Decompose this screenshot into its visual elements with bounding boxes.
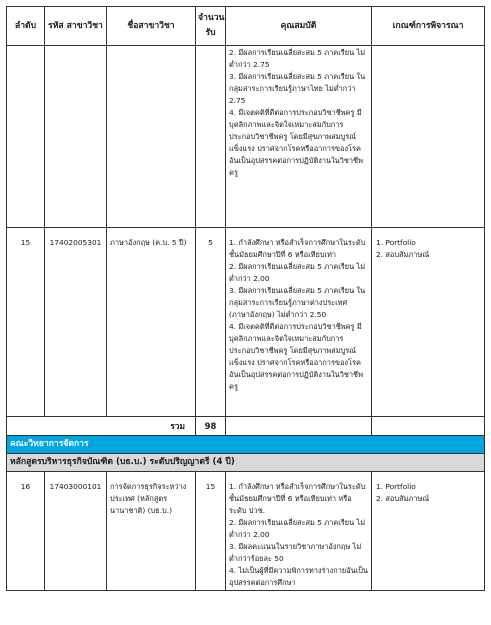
seat-count: 15 xyxy=(196,472,226,591)
header-qualifications: คุณสมบัติ xyxy=(226,7,372,46)
qualification-item: 2. มีผลการเรียนเฉลี่ยสะสม 5 ภาคเรียน ไม่ต่ำกว่า 2.75 xyxy=(229,48,366,69)
header-row xyxy=(7,7,485,46)
qualification-item: 2. มีผลการเรียนเฉลี่ยสะสม 5 ภาคเรียน ไม่ต่ำกว่า 2.00 xyxy=(229,262,366,283)
total-row xyxy=(7,417,485,436)
qualification-item: 3. มีผลการเรียนเฉลี่ยสะสม 5 ภาคเรียน ในกลุ่มสาระการเรียนรู้ภาษาต่างประเทศ (ภาษาอังกฤษ) ไม่ต่ำกว่า 2.50 xyxy=(229,286,366,319)
qualifications-cell xyxy=(226,228,372,417)
qualifications-cell xyxy=(226,46,372,228)
total-value: 98 xyxy=(196,417,226,436)
criteria-cell xyxy=(372,472,485,591)
qualification-item: 1. กำลังศึกษา หรือสำเร็จการศึกษาในระดับชั้นมัธยมศึกษาปีที่ 6 หรือเทียบเท่า หรือระดับ ปวช. xyxy=(229,482,366,515)
criteria-item: 1. Portfolio xyxy=(376,238,416,247)
table-row xyxy=(7,228,485,417)
criteria-item: 1. Portfolio xyxy=(376,482,416,491)
total-label: รวม xyxy=(7,417,196,436)
qualification-item: 4. มีเจตคติที่ดีต่อการประกอบวิชาชีพครู มีบุคลิกภาพและจิตใจเหมาะสมกับการประกอบวิชาชีพครู โดยมีสุขภาพสมบูรณ์ แข็งแรง ปราศจากโรคหรืออาการของโรคอันเป็นอุปสรรคต่อการปฏิบัติงานในวิชาชีพครู xyxy=(229,108,363,177)
header-criteria: เกณฑ์การพิจารณา xyxy=(372,7,485,46)
qualification-item: 3. มีผลคะแนนในรายวิชาภาษาอังกฤษ ไม่ต่ำกว่าร้อยละ 50 xyxy=(229,542,362,563)
criteria-cell xyxy=(372,228,485,417)
program-name: การจัดการธุรกิจระหว่างประเทศ (หลักสูตรนานาชาติ) (บธ.บ.) xyxy=(107,472,196,591)
criteria-item: 2. สอบสัมภาษณ์ xyxy=(376,494,430,503)
row-number: 16 xyxy=(7,472,45,591)
header-seats: จำนวน รับ xyxy=(196,7,226,46)
admission-table xyxy=(6,6,485,591)
table-row xyxy=(7,472,485,591)
faculty-title: คณะวิทยาการจัดการ xyxy=(7,436,485,454)
criteria-item: 2. สอบสัมภาษณ์ xyxy=(376,250,430,259)
header-code: รหัส สาขาวิชา xyxy=(45,7,107,46)
header-name: ชื่อสาขาวิชา xyxy=(107,7,196,46)
header-no: ลำดับ xyxy=(7,7,45,46)
program-code: 17403000101 xyxy=(45,472,107,591)
program-name: ภาษาอังกฤษ (ค.บ. 5 ปี) xyxy=(107,228,196,417)
program-code: 17402005301 xyxy=(45,228,107,417)
table-row xyxy=(7,46,485,228)
qualification-item: 4. ไม่เป็นผู้ที่มีความพิการทางร่างกายอันเป็นอุปสรรคต่อการศึกษา xyxy=(229,566,368,587)
qualification-item: 4. มีเจตคติที่ดีต่อการประกอบวิชาชีพครู มีบุคลิกภาพและจิตใจเหมาะสมกับการประกอบวิชาชีพครู โดยมีสุขภาพสมบูรณ์ แข็งแรง ปราศจากโรคหรืออาการของโรค อันเป็นอุปสรรคต่อการปฏิบัติงานในวิชาชีพครู xyxy=(229,322,363,391)
program-title: หลักสูตรบริหารธุรกิจบัณฑิต (บธ.บ.) ระดับปริญญาตรี (4 ปี) xyxy=(7,454,485,472)
qualification-item: 3. มีผลการเรียนเฉลี่ยสะสม 5 ภาคเรียน ในกลุ่มสาระการเรียนรู้ภาษาไทย ไม่ต่ำกว่า 2.75 xyxy=(229,72,366,105)
seat-count: 5 xyxy=(196,228,226,417)
qualification-item: 2. มีผลการเรียนเฉลี่ยสะสม 5 ภาคเรียน ไม่ต่ำกว่า 2.00 xyxy=(229,518,366,539)
program-row xyxy=(7,454,485,472)
faculty-row xyxy=(7,436,485,454)
qualifications-cell xyxy=(226,472,372,591)
row-number: 15 xyxy=(7,228,45,417)
qualification-item: 1. กำลังศึกษา หรือสำเร็จการศึกษาในระดับชั้นมัธยมศึกษาปีที่ 6 หรือเทียบเท่า xyxy=(229,238,366,259)
